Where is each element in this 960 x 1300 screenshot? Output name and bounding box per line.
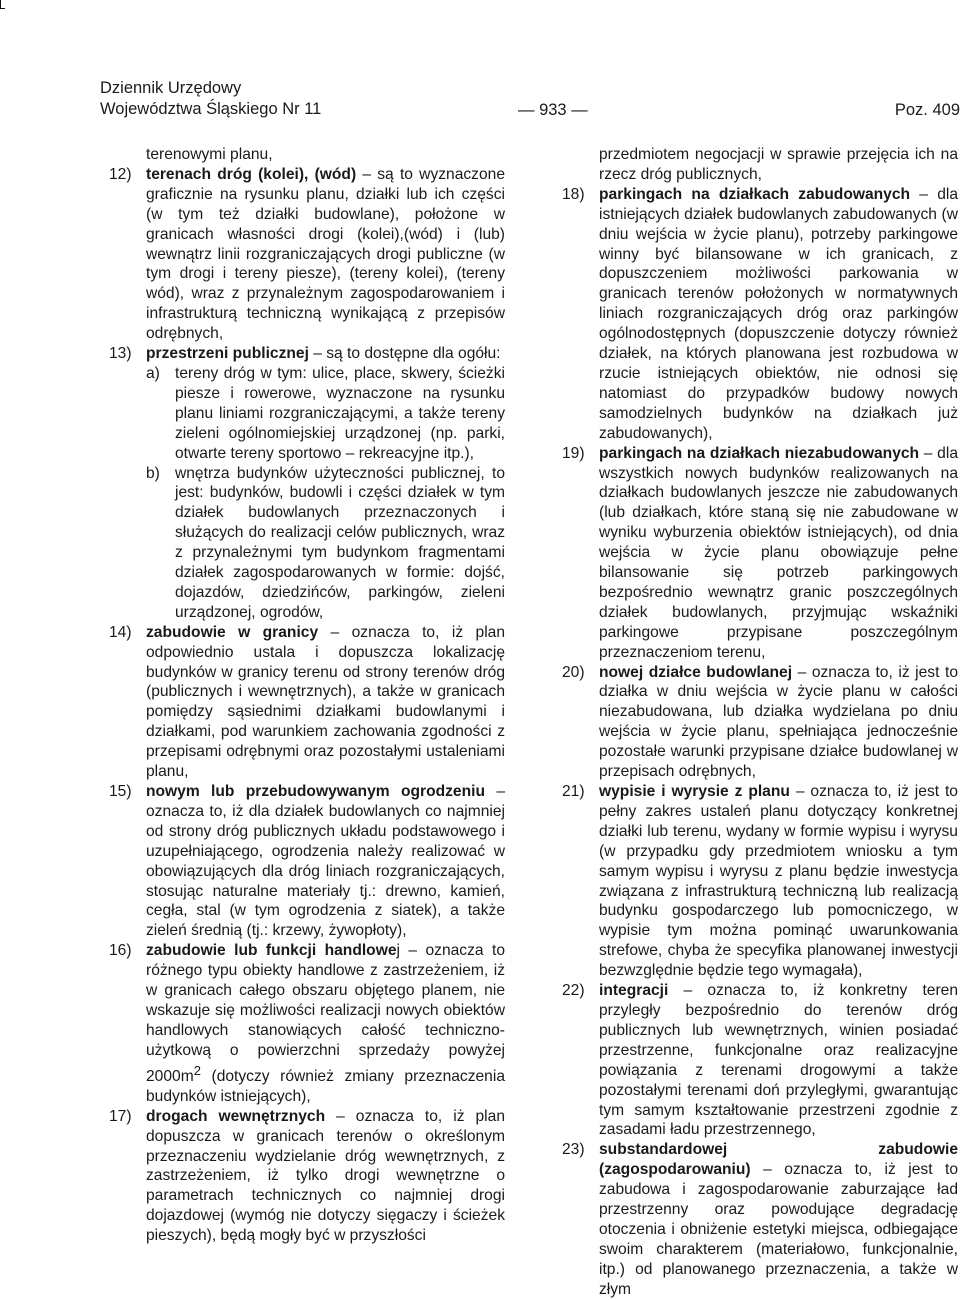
item-number: 13) xyxy=(109,345,132,363)
definition-text-tail: (dotyczy również zmiany przeznaczenia budynków istniejących), xyxy=(146,1067,505,1105)
defined-term: terenach dróg (kolei), (wód) xyxy=(146,165,357,183)
definition-item-18 xyxy=(550,185,958,444)
definition-text: – oznacza to, iż plan odpowiednio ustala i dopuszcza lokalizację budynków w granicy terenu od strony terenów dróg (publicznych i wewnętrznych), a także w granicach pomiędzy sąsiednimi działkami budowlanymi i działkami, pod warunkiem zachowania zgodności z przepisami odrębnymi oraz pozostałymi ustaleniami planu, xyxy=(146,623,506,781)
left-column xyxy=(97,145,505,1246)
defined-term: substandardowej zabudowie (zagospodarowaniu) xyxy=(599,1141,958,1179)
item-number: 16) xyxy=(109,942,132,960)
subitem-13a xyxy=(97,364,505,464)
subitem-label: b) xyxy=(146,464,160,482)
item-number: 22) xyxy=(562,982,585,1000)
definition-item-17 xyxy=(97,1107,505,1246)
item-number: 21) xyxy=(562,783,585,800)
definition-item-23 xyxy=(550,1140,958,1299)
definition-text: – oznacza to, iż konkretny teren przyległy bezpośrednio do terenów dróg publicznych lub wewnętrznych, winien posiadać przestrzenne, funkcjonalne oraz realizacyjne powiązania z terenami drogowymi a także pozostałymi terenami doń przyległymi, gwarantując tym samym kształtowanie przestrzeni zgodnie z zasadami ładu przestrzennego, xyxy=(599,982,958,1139)
definition-text: – oznacza to, iż plan dopuszcza w granicach terenów o określonym przeznaczeniu wydzielanie dróg wewnętrznych, z zastrzeżeniem, iż tylko drogi wewnętrzne o parametrach technicznych co najmniej drogi dojazdowej (wymóg nie dotyczy sięgaczy i ścieżek pieszych), będą mogły być w przyszłości xyxy=(146,1107,505,1245)
item-number: 20) xyxy=(562,663,585,681)
item-number: 18) xyxy=(562,185,585,203)
page-number: — 933 — xyxy=(518,101,588,119)
definition-item-21 xyxy=(550,782,958,981)
publisher xyxy=(100,78,321,120)
item-number: 19) xyxy=(562,444,585,462)
definition-item-15 xyxy=(97,782,505,941)
item-number: 15) xyxy=(109,783,132,800)
defined-term: parkingach na działkach niezabudowanych xyxy=(599,444,920,462)
item-number: 23) xyxy=(562,1141,585,1159)
definition-text: – oznacza to, iż dla działek budowlanych co najmniej od strony dróg publicznych układu podstawowego i uzupełniającego, ogrodzenia należy realizować w obowiązujących dla dróg liniach rozgraniczających, stosując naturalne materiały tj.: drewno, kamień, cegła, stal (w tym ogrodzenia z siatek), a także zieleń średnią (tj.: krzewy, żywopłoty), xyxy=(146,783,505,940)
page-header xyxy=(100,78,960,122)
continuation-text: przedmiotem negocjacji w sprawie przejęcia ich na rzecz dróg publicznych, xyxy=(599,146,958,183)
superscript: 2 xyxy=(193,1062,201,1078)
crop-mark xyxy=(0,0,5,9)
definition-text: – dla wszystkich nowych budynków realizowanych na działkach budowlanych jeszcze nie zabudowanych (lub działkach, które staną się nie zabudowane w wyniku wyburzenia obiektów istniejących), od dnia wejścia w życie planu obowiązuje pełne bilansowanie się potrzeb parkingowych bezpośrednio wewnątrz granic poszczególnych działek budowlanych, przyjmując wskaźniki parkingowe przypisane poszczególnym przeznaczeniom terenu, xyxy=(599,444,958,661)
definition-item-12 xyxy=(97,165,505,344)
definition-item-13 xyxy=(97,344,505,364)
definition-text: – oznacza to, iż jest to pełny zakres ustaleń planu dotyczący konkretnej działki lub terenu, wydany w formie wypisu i wyrysu (w przypadku gdy przedmiotem wniosku a tym samym wypisu i wyrysu z planu będzie inwestycja związana z infrastrukturą techniczną lub realizacją budynku gospodarczego lub pomocniczego, w wypisie tym można pominąć uwarunkowania strefowe, chyba że specyfika planowanej inwestycji bezwzględnie będzie tego wymagała), xyxy=(599,783,958,980)
defined-term: wypisie i wyrysie z planu xyxy=(599,783,790,800)
defined-term: zabudowie lub funkcji handlowe xyxy=(146,942,397,960)
defined-term-tail: j xyxy=(396,942,400,960)
defined-term: drogach wewnętrznych xyxy=(146,1107,326,1125)
defined-term: przestrzeni publicznej xyxy=(146,345,309,363)
defined-term: zabudowie w granicy xyxy=(146,623,319,641)
right-column xyxy=(550,145,958,1300)
subitem-label: a) xyxy=(146,364,160,382)
item-number: 14) xyxy=(109,623,132,641)
position-number: Poz. 409 xyxy=(894,101,960,119)
defined-term: nowym lub przebudowywanym ogrodzeniu xyxy=(146,783,485,800)
defined-term: parkingach na działkach zabudowanych xyxy=(599,185,911,203)
definition-item-19 xyxy=(550,444,958,663)
definition-text: – oznacza to, iż jest to zabudowa i zagospodarowanie zaburzające ład przestrzenny oraz powodujące degradację otoczenia i obniżenie estetyki miejsca, odbiegające swoim charakterem (materiałowo, funkcjonalnie, itp.) od planowanego przeznaczenia, a także w złym xyxy=(599,1161,958,1298)
definition-item-14 xyxy=(97,623,505,782)
definition-item-16 xyxy=(97,941,505,1106)
definition-text: – oznacza to różnego typu obiekty handlowe z zastrzeżeniem, iż w granicach całego obszaru objętego planem, nie wskazuje się możliwości realizacji nowych obiektów handlowych stanowiących całość techniczno-użytkową o powierzchni sprzedaży powyżej 2000m xyxy=(146,942,505,1085)
definition-item-20 xyxy=(550,663,958,782)
item-number: 12) xyxy=(109,165,132,183)
item-number: 17) xyxy=(109,1107,132,1125)
publisher-line-1: Dziennik Urzędowy xyxy=(100,79,242,97)
defined-term: nowej działce budowlanej xyxy=(599,663,793,681)
definition-item-22 xyxy=(550,981,958,1140)
subitem-13b xyxy=(97,464,505,623)
publisher-line-2: Województwa Śląskiego Nr 11 xyxy=(100,100,322,118)
defined-term: integracji xyxy=(599,982,669,1000)
subitem-text: wnętrza budynków użyteczności publicznej, to jest: budynków, budowli i części działek w tym działek budowlanych przeznaczonych i służących do realizacji celów publicznych, wraz z przynależnymi tym budynkom fragmentami działek zagospodarowanych w formie: dojść, dojazdów, dziedzińców, parkingów, zieleni urządzonej, ogrodów, xyxy=(175,464,505,621)
definition-text: – oznacza to, iż jest to działka w dniu wejścia w życie planu w całości niezabudowana, lub działka wydzielana po dniu wejścia w życie planu, spełniająca jednocześnie pozostałe warunki przypisane działce budowlanej w przepisach odrębnych, xyxy=(599,663,958,781)
subitem-text: tereny dróg w tym: ulice, place, skwery, ścieżki piesze i rowerowe, wyznaczone na rysunku planu liniami rozgraniczającymi, a także tereny zieleni ogólnomiejskiej urządzonej (np. parki, otwarte tereny sportowo – rekreacyjne itp.), xyxy=(175,364,505,462)
definition-text: – są to wyznaczone graficznie na rysunku planu, działki lub ich części (w tym też działki budowlane), położone w granicach własności drogi (kolei),(wód) i (lub) wewnątrz linii rozgraniczających drogi publiczne (w tym drogi i tereny piesze), (tereny kolei), (tereny wód), wraz z przynależnym zagospodarowaniem i infrastrukturą techniczną wynikającą z przepisów odrębnych, xyxy=(146,165,505,343)
continuation-text: terenowymi planu, xyxy=(146,146,273,163)
definition-text: – dla istniejących działek budowlanych zabudowanych (w dniu wejścia w życie planu), potrzeby parkingowe winny być bilansowane w ich granicach, z dopuszczeniem możliwości parkowania w granicach terenów położonych w normatywnych liniach rozgraniczających dróg oraz parkingów ogólnodostępnych (dopuszczenie dotyczy również działek, na których planowana jest rozbudowa w rzucie istniejących obiektów, nie odnosi się natomiast do przypadków budowy nowych samodzielnych budynków na działkach już zabudowanych), xyxy=(599,185,959,442)
definition-text: – są to dostępne dla ogółu: xyxy=(308,345,501,363)
